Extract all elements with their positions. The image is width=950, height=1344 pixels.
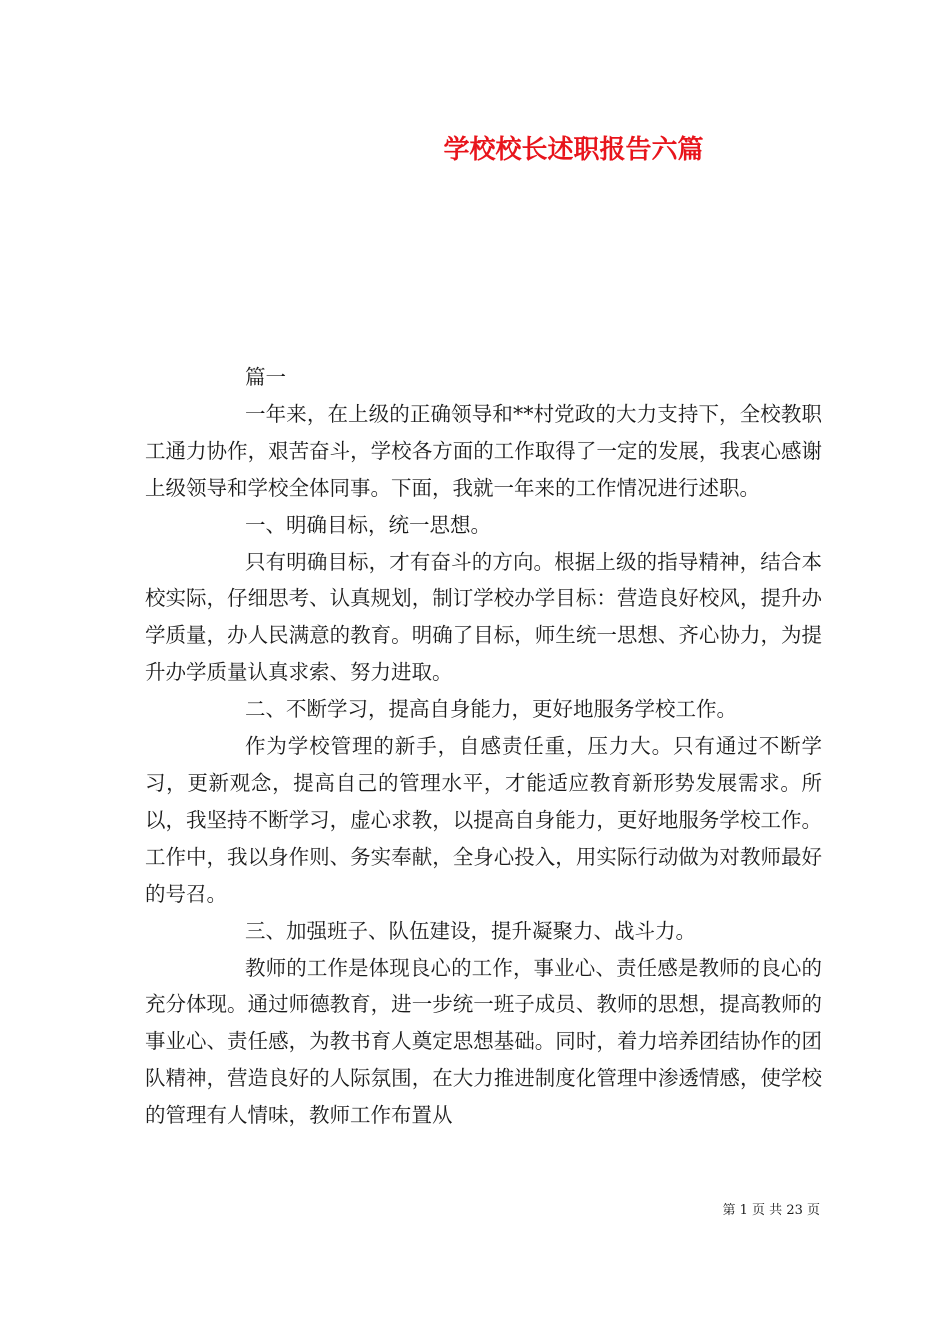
paragraph: 教师的工作是体现良心的工作，事业心、责任感是教师的良心的充分体现。通过师德教育，进一步统一班子成员、教师的思想，提高教师的事业心、责任感，为教书育人奠定思想基础。同时，着力培养团结协作的团队精神，营造良好的人际氛围，在大力推进制度化管理中渗透情感，使学校的管理有人情味，教师工作布置从	[145, 955, 822, 1128]
paragraph: 篇一	[245, 365, 286, 389]
page-number: 第 1 页 共 23 页	[722, 1203, 820, 1218]
document-body	[145, 359, 822, 1134]
section-heading: 一、明确目标，统一思想。	[245, 512, 491, 537]
paragraph: 只有明确目标，才有奋斗的方向。根据上级的指导精神，结合本校实际，仔细思考、认真规划，制订学校办学目标：营造良好校风，提升办学质量，办人民满意的教育。明确了目标，师生统一思想、齐心协力，为提升办学质量认真求索、努力进取。	[145, 549, 822, 685]
paragraph: 一年来，在上级的正确领导和**村党政的大力支持下，全校教职工通力协作，艰苦奋斗，学校各方面的工作取得了一定的发展，我衷心感谢上级领导和学校全体同事。下面，我就一年来的工作情况进行述职。	[145, 401, 822, 500]
paragraph: 作为学校管理的新手，自感责任重，压力大。只有通过不断学习，更新观念，提高自己的管理水平，才能适应教育新形势发展需求。所以，我坚持不断学习，虚心求教，以提高自身能力，更好地服务学校工作。工作中，我以身作则、务实奉献，全身心投入，用实际行动做为对教师最好的号召。	[145, 734, 822, 906]
document-title: 学校校长述职报告六篇	[443, 135, 704, 165]
section-heading: 三、加强班子、队伍建设，提升凝聚力、战斗力。	[245, 918, 696, 943]
section-heading: 二、不断学习，提高自身能力，更好地服务学校工作。	[245, 697, 737, 722]
